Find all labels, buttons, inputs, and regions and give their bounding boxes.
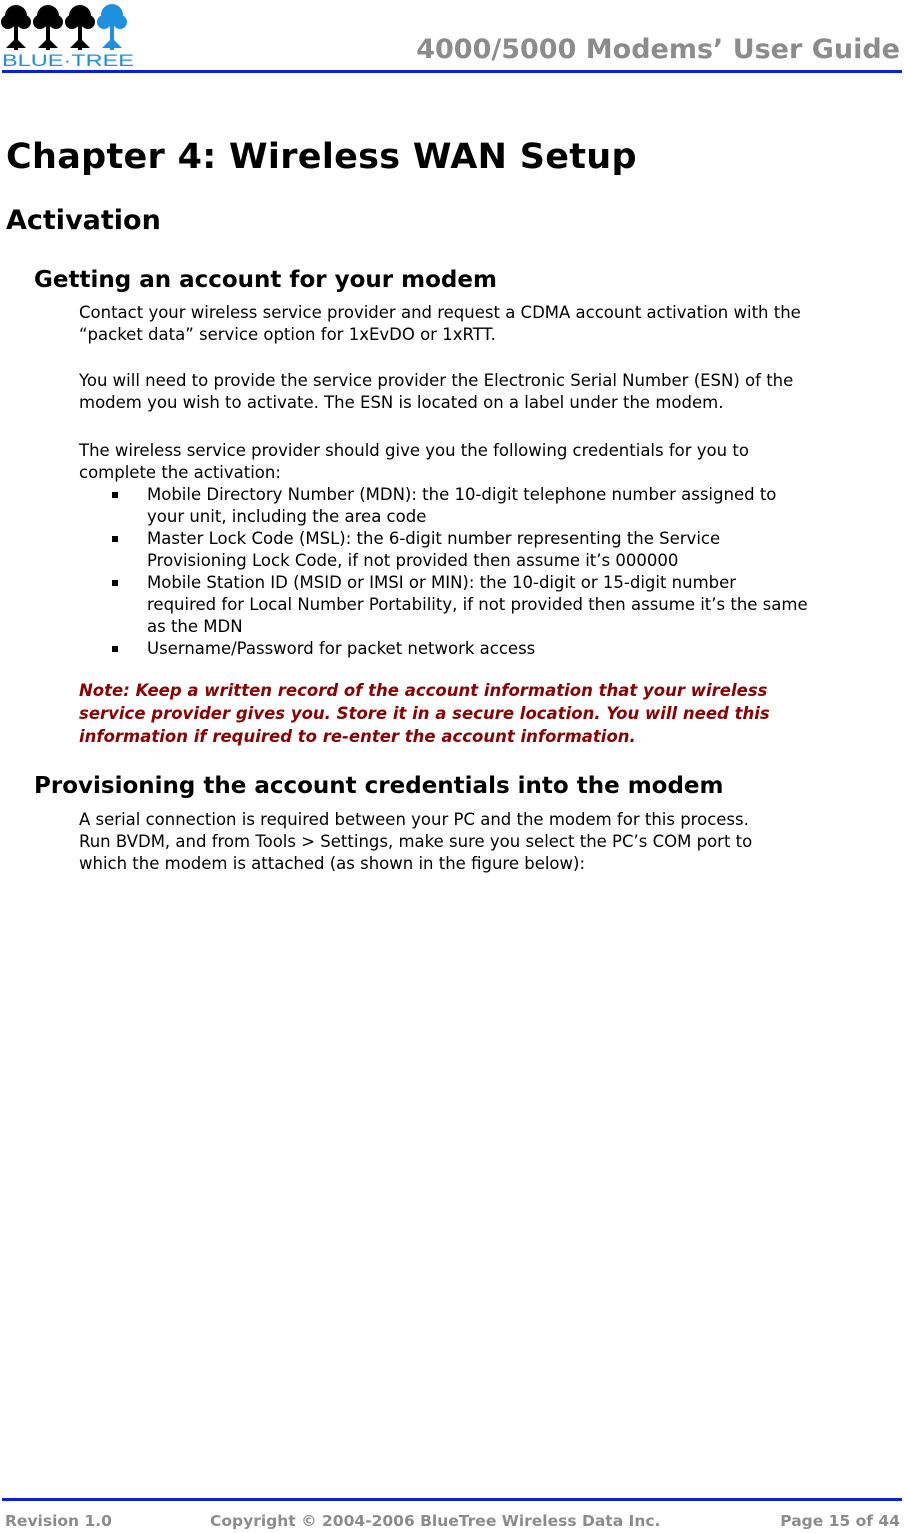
footer-rule xyxy=(2,1498,902,1501)
paragraph-contact-provider: Contact your wireless service provider and request a CDMA account activation with the “packet data” service option for 1xEvDO or 1xRTT. xyxy=(79,303,801,344)
note-callout: Note: Keep a written record of the account information that your wireless service provider gives you. Store it in a secure location. You will need this information if required to re-enter the account information. xyxy=(79,681,770,746)
chapter-title: Chapter 4: Wireless WAN Setup xyxy=(6,137,637,177)
list-item: Mobile Directory Number (MDN): the 10-digit telephone number assigned to your unit, including the area code xyxy=(79,484,808,528)
list-item: Username/Password for packet network access xyxy=(79,638,808,660)
footer-copyright: Copyright © 2004-2006 BlueTree Wireless Data Inc. xyxy=(210,1512,661,1530)
tree-3-icon xyxy=(65,5,95,50)
document-title: 4000/5000 Modems’ User Guide xyxy=(416,34,900,65)
footer-revision: Revision 1.0 xyxy=(5,1512,112,1530)
bullet-icon xyxy=(112,580,118,586)
bullet-icon xyxy=(112,536,118,542)
subsection-title-provisioning: Provisioning the account credentials into the modem xyxy=(34,773,724,799)
subsection-title-account: Getting an account for your modem xyxy=(34,267,497,293)
tree-1-icon xyxy=(1,5,31,50)
list-item: Mobile Station ID (MSID or IMSI or MIN): the 10-digit or 15-digit number required for Local Number Portability, if not provided then assume it’s the same as the MDN xyxy=(79,572,808,638)
bullet-icon xyxy=(112,492,118,498)
tree-4-icon xyxy=(97,4,127,50)
footer-page-number: Page 15 of 44 xyxy=(780,1512,900,1530)
credentials-list xyxy=(79,484,808,660)
list-item: Master Lock Code (MSL): the 6-digit number representing the Service Provisioning Lock Code, if not provided then assume it’s 000000 xyxy=(79,528,808,572)
logo-wordmark: BLUE·TREE xyxy=(2,51,134,70)
header-rule xyxy=(2,70,902,73)
bluetree-logo xyxy=(0,0,140,70)
tree-2-icon xyxy=(33,5,63,50)
paragraph-esn: You will need to provide the service provider the Electronic Serial Number (ESN) of the modem you wish to activate. The ESN is located on a label under the modem. xyxy=(79,371,794,412)
paragraph-provisioning: A serial connection is required between your PC and the modem for this process. Run BVDM, and from Tools > Settings, make sure you select the PC’s COM port to which the modem is attached (as shown in the figure below): xyxy=(79,810,753,873)
bullet-icon xyxy=(112,646,118,652)
paragraph-credentials-intro: The wireless service provider should give you the following credentials for you to complete the activation: xyxy=(79,441,749,482)
section-title: Activation xyxy=(6,205,161,236)
